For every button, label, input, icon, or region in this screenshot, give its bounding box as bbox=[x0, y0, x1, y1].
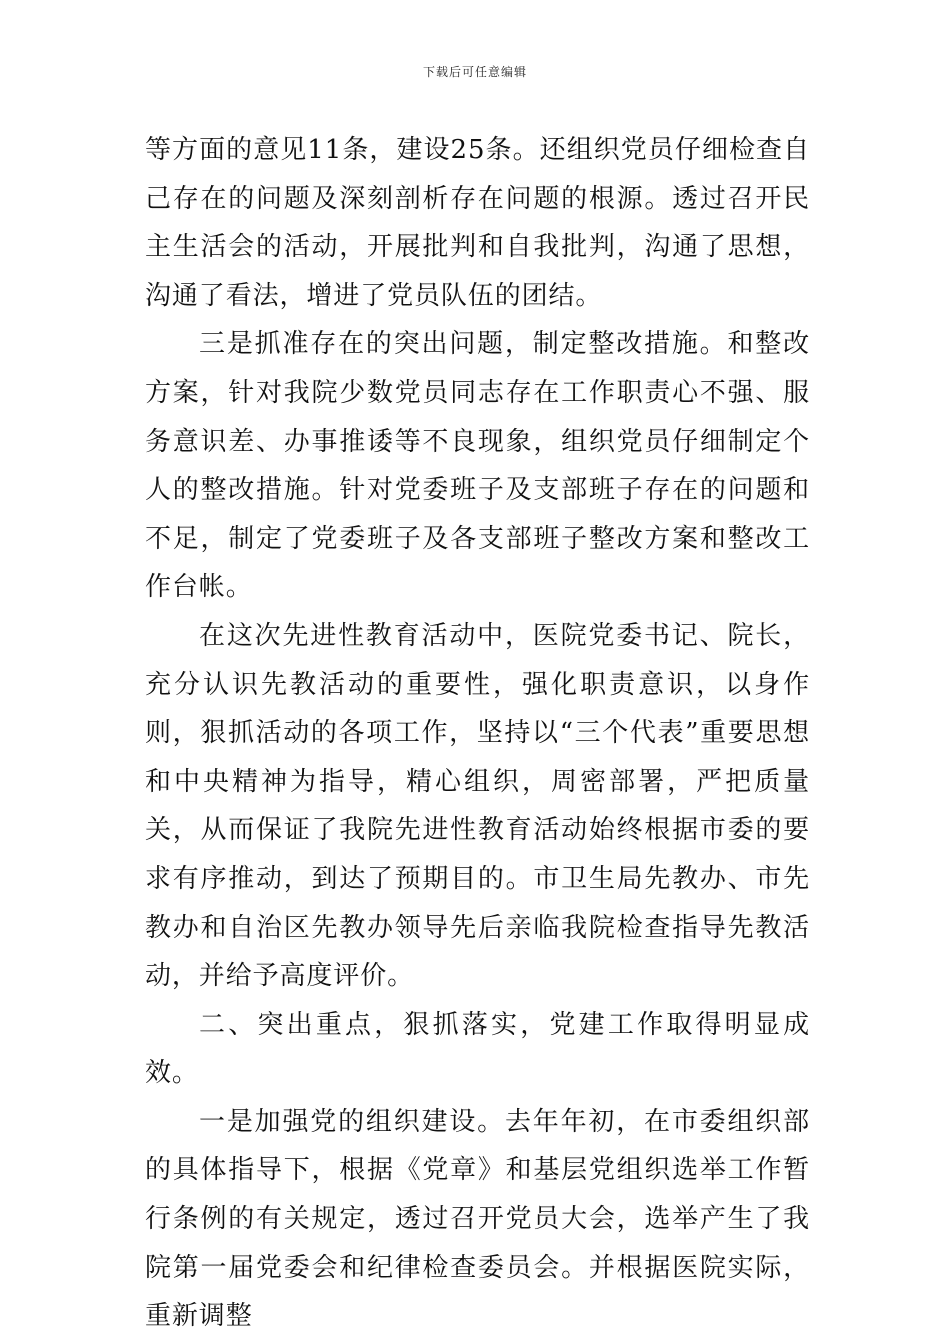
paragraph-4: 二、突出重点，狠抓落实，党建工作取得明显成效。 bbox=[145, 1009, 810, 1089]
document-body bbox=[145, 126, 810, 1341]
paragraph-3: 在这次先进性教育活动中，医院党委书记、院长，充分认识先教活动的重要性，强化职责意识，以身作则，狠抓活动的各项工作，坚持以“三个代表”重要思想和中央精神为指导，精心组织，周密部署，严把质量关，从而保证了我院先进性教育活动始终根据市委的要求有序推动，到达了预期目的。市卫生局先教办、市先教办和自治区先教办领导先后亲临我院检查指导先教活动，并给予高度评价。 bbox=[145, 620, 810, 992]
paragraph-2: 三是抓准存在的突出问题，制定整改措施。和整改方案，针对我院少数党员同志存在工作职责心不强、服务意识差、办事推诿等不良现象，组织党员仔细制定个人的整改措施。针对党委班子及支部班子存在的问题和不足，制定了党委班子及各支部班子整改方案和整改工作台帐。 bbox=[145, 329, 810, 603]
paragraph-1: 等方面的意见11条，建设25条。还组织党员仔细检查自己存在的问题及深刻剖析存在问题的根源。透过召开民主生活会的活动，开展批判和自我批判，沟通了思想，沟通了看法，增进了党员队伍的团结。 bbox=[145, 135, 810, 311]
paragraph-5: 一是加强党的组织建设。去年年初，在市委组织部的具体指导下，根据《党章》和基层党组织选举工作暂行条例的有关规定，透过召开党员大会，选举产生了我院第一届党委会和纪律检查委员会。并根据医院实际，重新调整 bbox=[145, 1106, 810, 1332]
page-header: 下载后可任意编辑 bbox=[422, 65, 527, 79]
